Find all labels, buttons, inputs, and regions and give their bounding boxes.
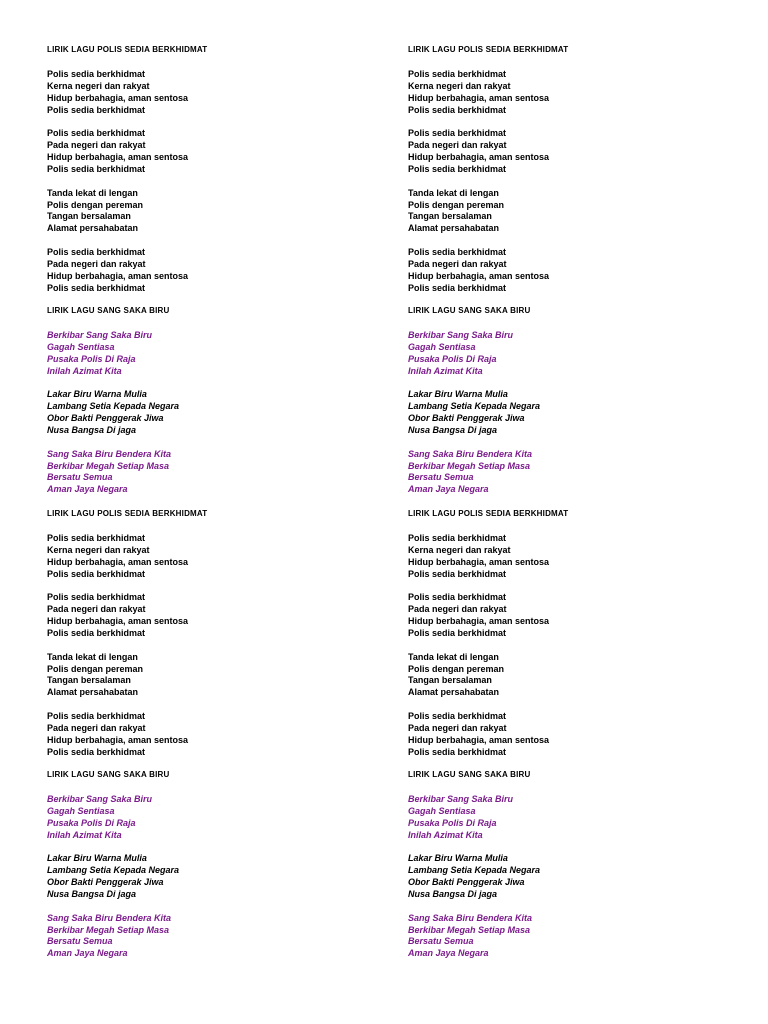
lyric-line: Kerna negeri dan rakyat <box>408 80 511 91</box>
stanza <box>47 711 377 758</box>
lyric-line: Sang Saka Biru Bendera Kita <box>47 912 172 923</box>
lyric-line: Lakar Biru Warna Mulia <box>408 853 508 864</box>
lyric-line: Alamat persahabatan <box>47 223 139 234</box>
lyric-line: Sang Saka Biru Bendera Kita <box>47 448 172 459</box>
lyric-line: Polis sedia berkhidmat <box>408 711 507 722</box>
stanza <box>408 389 738 436</box>
lyric-line: Pada negeri dan rakyat <box>408 140 507 151</box>
lyric-line: Polis sedia berkhidmat <box>408 128 507 139</box>
stanza <box>408 128 738 175</box>
lyric-line: Polis sedia berkhidmat <box>408 104 507 115</box>
lyric-line: Gagah Sentiasa <box>408 805 476 816</box>
stanza <box>408 913 738 960</box>
lyric-line: Polis sedia berkhidmat <box>47 282 146 293</box>
lyric-line: Berkibar Sang Saka Biru <box>408 330 514 340</box>
stanza <box>408 794 738 841</box>
lyric-line: Gagah Sentiasa <box>408 341 476 352</box>
stanza <box>47 913 377 960</box>
lyric-line: Tangan bersalaman <box>47 675 131 686</box>
lyric-line: Hidup berbahagia, aman sentosa <box>408 152 550 163</box>
stanza <box>47 449 377 496</box>
lyric-line: Kerna negeri dan rakyat <box>47 80 150 91</box>
stanza <box>408 247 738 294</box>
lyric-line: Berkibar Megah Setiap Masa <box>408 924 531 935</box>
lyric-line: Inilah Azimat Kita <box>408 365 483 376</box>
column-right <box>408 0 738 1024</box>
lyric-line: Polis dengan pereman <box>408 663 505 674</box>
lyric-line: Obor Bakti Penggerak Jiwa <box>47 877 164 888</box>
lyric-line: Bersatu Semua <box>47 472 113 483</box>
lyric-line: Polis sedia berkhidmat <box>408 163 507 174</box>
stanza <box>47 794 377 841</box>
lyric-line: Pusaka Polis Di Raja <box>408 817 497 828</box>
lyric-line: Hidup berbahagia, aman sentosa <box>408 616 550 627</box>
lyric-line: Polis dengan pereman <box>47 663 144 674</box>
lyric-line: Polis sedia berkhidmat <box>47 711 146 722</box>
lyric-line: Polis sedia berkhidmat <box>408 568 507 579</box>
stanza <box>408 330 738 377</box>
lyric-line: Inilah Azimat Kita <box>47 365 122 376</box>
lyric-line: Pada negeri dan rakyat <box>408 604 507 615</box>
lyric-line: Nusa Bangsa Di jaga <box>408 888 498 899</box>
stanza <box>47 330 377 377</box>
song-block-polis <box>47 44 377 307</box>
stanza <box>47 389 377 436</box>
stanza <box>47 853 377 900</box>
lyric-line: Hidup berbahagia, aman sentosa <box>47 556 189 567</box>
lyric-line: Lakar Biru Warna Mulia <box>47 389 147 400</box>
lyric-line: Pusaka Polis Di Raja <box>47 353 136 364</box>
lyric-line: Pada negeri dan rakyat <box>47 604 146 615</box>
lyric-line: Inilah Azimat Kita <box>408 829 483 840</box>
lyric-line: Hidup berbahagia, aman sentosa <box>47 734 189 745</box>
lyric-line: Alamat persahabatan <box>47 687 139 698</box>
song-title: LIRIK LAGU POLIS SEDIA BERKHIDMAT <box>47 45 208 54</box>
stanza <box>47 247 377 294</box>
lyric-line: Hidup berbahagia, aman sentosa <box>408 556 550 567</box>
lyric-line: Aman Jaya Negara <box>408 484 489 495</box>
lyric-line: Pada negeri dan rakyat <box>408 722 507 733</box>
stanza <box>47 652 377 699</box>
lyric-line: Polis sedia berkhidmat <box>408 247 507 258</box>
lyric-line: Berkibar Megah Setiap Masa <box>408 460 531 471</box>
lyric-line: Inilah Azimat Kita <box>47 829 122 840</box>
lyric-line: Aman Jaya Negara <box>47 948 128 959</box>
lyric-line: Pada negeri dan rakyat <box>47 258 146 269</box>
lyric-line: Polis sedia berkhidmat <box>408 282 507 293</box>
lyric-line: Tanda lekat di lengan <box>47 651 138 662</box>
lyric-line: Tanda lekat di lengan <box>408 187 499 198</box>
song-title: LIRIK LAGU POLIS SEDIA BERKHIDMAT <box>408 509 569 518</box>
lyric-line: Hidup berbahagia, aman sentosa <box>47 616 189 627</box>
lyric-line: Obor Bakti Penggerak Jiwa <box>408 413 525 424</box>
song-title: LIRIK LAGU SANG SAKA BIRU <box>408 306 531 315</box>
song-block-saka <box>47 769 377 972</box>
lyric-line: Kerna negeri dan rakyat <box>47 544 150 555</box>
lyric-line: Polis sedia berkhidmat <box>47 627 146 638</box>
lyric-line: Tanda lekat di lengan <box>408 651 499 662</box>
lyric-line: Pada negeri dan rakyat <box>408 258 507 269</box>
lyric-line: Berkibar Sang Saka Biru <box>47 794 153 804</box>
lyric-line: Pada negeri dan rakyat <box>47 722 146 733</box>
lyric-line: Polis sedia berkhidmat <box>408 533 507 543</box>
lyric-line: Pada negeri dan rakyat <box>47 140 146 151</box>
stanza <box>408 853 738 900</box>
lyric-line: Alamat persahabatan <box>408 687 500 698</box>
lyric-line: Lambang Setia Kepada Negara <box>47 401 180 412</box>
lyric-line: Pusaka Polis Di Raja <box>47 817 136 828</box>
song-title: LIRIK LAGU SANG SAKA BIRU <box>47 770 170 779</box>
lyric-line: Kerna negeri dan rakyat <box>408 544 511 555</box>
lyric-line: Tangan bersalaman <box>47 211 131 222</box>
lyric-line: Obor Bakti Penggerak Jiwa <box>408 877 525 888</box>
lyric-line: Lambang Setia Kepada Negara <box>47 865 180 876</box>
lyric-line: Bersatu Semua <box>47 936 113 947</box>
lyric-line: Obor Bakti Penggerak Jiwa <box>47 413 164 424</box>
lyric-line: Polis sedia berkhidmat <box>47 69 146 79</box>
song-block-polis <box>408 508 738 771</box>
lyric-line: Polis sedia berkhidmat <box>47 533 146 543</box>
lyric-line: Berkibar Sang Saka Biru <box>47 330 153 340</box>
lyric-line: Lambang Setia Kepada Negara <box>408 865 541 876</box>
lyric-line: Polis sedia berkhidmat <box>47 104 146 115</box>
lyric-line: Bersatu Semua <box>408 936 474 947</box>
song-title: LIRIK LAGU SANG SAKA BIRU <box>408 770 531 779</box>
stanza <box>47 69 377 116</box>
lyric-line: Polis sedia berkhidmat <box>47 247 146 258</box>
lyric-line: Sang Saka Biru Bendera Kita <box>408 912 533 923</box>
stanza <box>47 533 377 580</box>
lyric-line: Hidup berbahagia, aman sentosa <box>408 270 550 281</box>
lyric-line: Nusa Bangsa Di jaga <box>408 424 498 435</box>
lyric-line: Tanda lekat di lengan <box>47 187 138 198</box>
lyric-line: Polis dengan pereman <box>408 199 505 210</box>
lyric-line: Berkibar Sang Saka Biru <box>408 794 514 804</box>
column-left <box>47 0 377 1024</box>
stanza <box>408 69 738 116</box>
stanza <box>408 711 738 758</box>
stanza <box>408 449 738 496</box>
lyric-line: Hidup berbahagia, aman sentosa <box>408 734 550 745</box>
lyric-line: Polis dengan pereman <box>47 199 144 210</box>
song-block-saka <box>47 305 377 508</box>
lyric-line: Berkibar Megah Setiap Masa <box>47 460 170 471</box>
lyric-line: Sang Saka Biru Bendera Kita <box>408 448 533 459</box>
lyric-line: Polis sedia berkhidmat <box>47 163 146 174</box>
lyric-line: Tangan bersalaman <box>408 211 492 222</box>
lyric-line: Polis sedia berkhidmat <box>408 746 507 757</box>
lyric-line: Polis sedia berkhidmat <box>47 568 146 579</box>
song-block-polis <box>47 508 377 771</box>
stanza <box>47 592 377 639</box>
song-block-saka <box>408 769 738 972</box>
lyric-line: Polis sedia berkhidmat <box>408 592 507 603</box>
lyric-line: Polis sedia berkhidmat <box>408 69 507 79</box>
lyric-line: Hidup berbahagia, aman sentosa <box>47 92 189 103</box>
lyric-line: Gagah Sentiasa <box>47 805 115 816</box>
lyric-line: Nusa Bangsa Di jaga <box>47 424 137 435</box>
song-title: LIRIK LAGU SANG SAKA BIRU <box>47 306 170 315</box>
lyric-line: Alamat persahabatan <box>408 223 500 234</box>
lyric-line: Polis sedia berkhidmat <box>47 128 146 139</box>
lyric-line: Lambang Setia Kepada Negara <box>408 401 541 412</box>
lyric-line: Tangan bersalaman <box>408 675 492 686</box>
song-block-saka <box>408 305 738 508</box>
stanza <box>408 188 738 235</box>
lyric-line: Aman Jaya Negara <box>408 948 489 959</box>
lyric-line: Hidup berbahagia, aman sentosa <box>47 270 189 281</box>
lyric-line: Berkibar Megah Setiap Masa <box>47 924 170 935</box>
stanza <box>47 128 377 175</box>
song-block-polis <box>408 44 738 307</box>
lyric-line: Polis sedia berkhidmat <box>47 592 146 603</box>
lyric-line: Pusaka Polis Di Raja <box>408 353 497 364</box>
song-title: LIRIK LAGU POLIS SEDIA BERKHIDMAT <box>408 45 569 54</box>
lyric-line: Lakar Biru Warna Mulia <box>408 389 508 400</box>
lyric-line: Hidup berbahagia, aman sentosa <box>47 152 189 163</box>
stanza <box>47 188 377 235</box>
lyric-line: Lakar Biru Warna Mulia <box>47 853 147 864</box>
song-title: LIRIK LAGU POLIS SEDIA BERKHIDMAT <box>47 509 208 518</box>
lyric-line: Bersatu Semua <box>408 472 474 483</box>
stanza <box>408 533 738 580</box>
stanza <box>408 592 738 639</box>
lyric-line: Gagah Sentiasa <box>47 341 115 352</box>
lyric-line: Aman Jaya Negara <box>47 484 128 495</box>
lyric-line: Nusa Bangsa Di jaga <box>47 888 137 899</box>
stanza <box>408 652 738 699</box>
lyric-line: Polis sedia berkhidmat <box>47 746 146 757</box>
lyric-line: Hidup berbahagia, aman sentosa <box>408 92 550 103</box>
lyric-line: Polis sedia berkhidmat <box>408 627 507 638</box>
